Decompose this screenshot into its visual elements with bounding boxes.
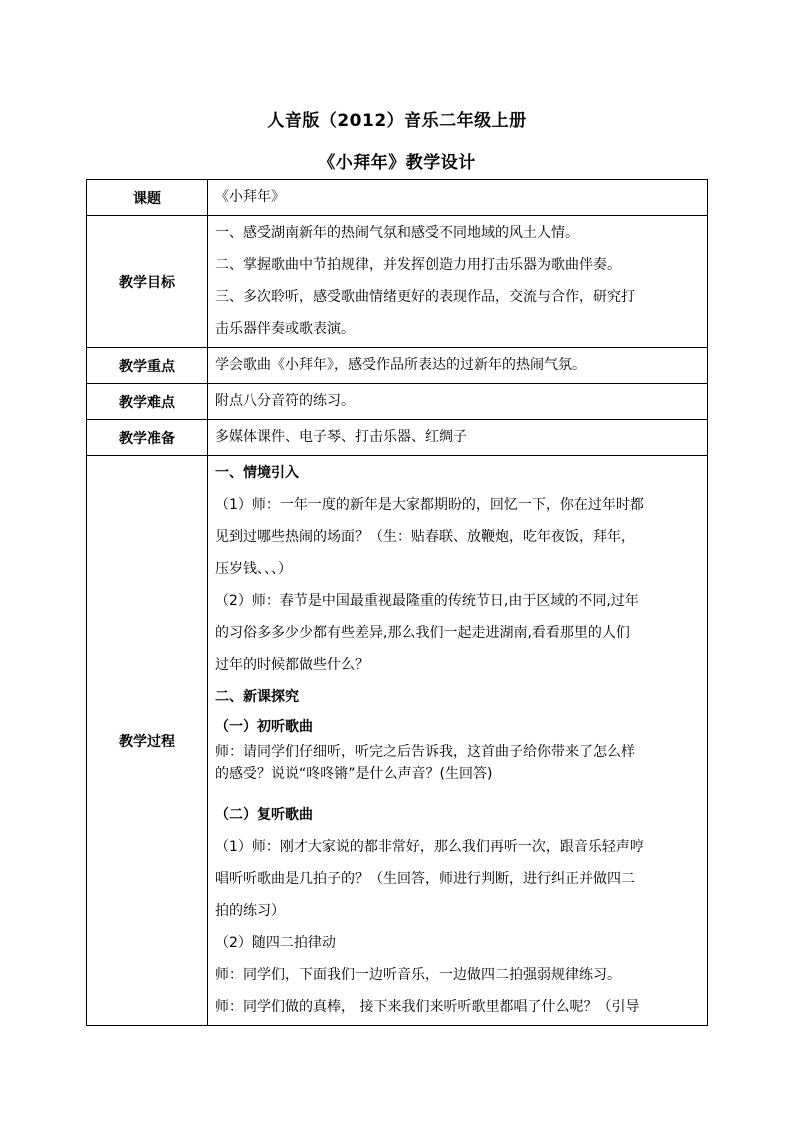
paragraph-line: 的感受？说说“咚咚锵”是什么声音？(生回答): [215, 766, 493, 782]
label-prep: 教学准备: [87, 420, 208, 456]
value-process: [208, 456, 708, 1026]
paragraph-line: （1）师：一年一度的新年是大家都期盼的，回忆一下，你在过年时都: [215, 497, 644, 513]
row-key: [87, 348, 708, 384]
paragraph-line: （1）师：刚才大家说的都非常好，那么我们再听一次，跟音乐轻声哼: [215, 839, 644, 855]
paragraph-line: 见到过哪些热闹的场面？（生：贴春联、放鞭炮，吃年夜饭，拜年，: [215, 529, 635, 545]
label-topic: 课题: [87, 180, 208, 216]
subsection-heading: （二）复听歌曲: [215, 807, 313, 823]
value-topic: 《小拜年》: [208, 180, 708, 216]
paragraph-line: （2）师：春节是中国最重视最隆重的传统节日,由于区域的不同,过年: [215, 593, 639, 609]
paragraph-line: 拍的练习）: [215, 903, 285, 919]
label-key: 教学重点: [87, 348, 208, 384]
goal-line: 击乐器伴奏或歌表演。: [215, 321, 355, 337]
paragraph-line: （2）随四二拍律动: [215, 935, 336, 951]
row-prep: [87, 420, 708, 456]
row-process: [87, 456, 708, 1026]
row-topic: [87, 180, 708, 216]
value-goals: [208, 216, 708, 348]
section-heading: 二、新课探究: [215, 689, 299, 705]
paragraph-line: 师：同学们做的真棒， 接下来我们来听听歌里都唱了什么呢？（引导: [215, 999, 640, 1015]
document-title: 人音版（2012）音乐二年级上册: [267, 111, 527, 131]
paragraph-line: 的习俗多多少少都有些差异,那么我们一起走进湖南,看看那里的人们: [215, 625, 630, 641]
lesson-title: 《小拜年》教学设计: [318, 153, 476, 173]
section-heading: 一、情境引入: [215, 465, 299, 481]
goal-line: 三、多次聆听，感受歌曲情绪更好的表现作品，交流与合作，研究打: [215, 289, 635, 305]
row-difficulty: [87, 384, 708, 420]
lesson-plan-table: [86, 179, 708, 1026]
label-goals: 教学目标: [87, 216, 208, 348]
paragraph-line: 唱听听歌曲是几拍子的？（生回答，师进行判断，进行纠正并做四二: [215, 871, 635, 887]
subsection-heading: （一）初听歌曲: [215, 719, 313, 735]
value-key: 学会歌曲《小拜年》，感受作品所表达的过新年的热闹气氛。: [208, 348, 708, 384]
goal-line: 一、感受湖南新年的热闹气氛和感受不同地域的风土人情。: [215, 225, 579, 241]
label-difficulty: 教学难点: [87, 384, 208, 420]
paragraph-line: 过年的时候都做些什么？: [215, 657, 369, 673]
value-prep: 多媒体课件、电子琴、打击乐器、红绸子: [208, 420, 708, 456]
paragraph-line: 师：请同学们仔细听，听完之后告诉我，这首曲子给你带来了怎么样: [215, 744, 635, 760]
paragraph-line: 师：同学们，下面我们一边听音乐，一边做四二拍强弱规律练习。: [215, 967, 621, 983]
row-goals: [87, 216, 708, 348]
paragraph-line: 压岁钱、、、）: [215, 561, 292, 577]
value-difficulty: 附点八分音符的练习。: [208, 384, 708, 420]
label-process: 教学过程: [87, 456, 208, 1026]
goal-line: 二、掌握歌曲中节拍规律，并发挥创造力用打击乐器为歌曲伴奏。: [215, 257, 621, 273]
